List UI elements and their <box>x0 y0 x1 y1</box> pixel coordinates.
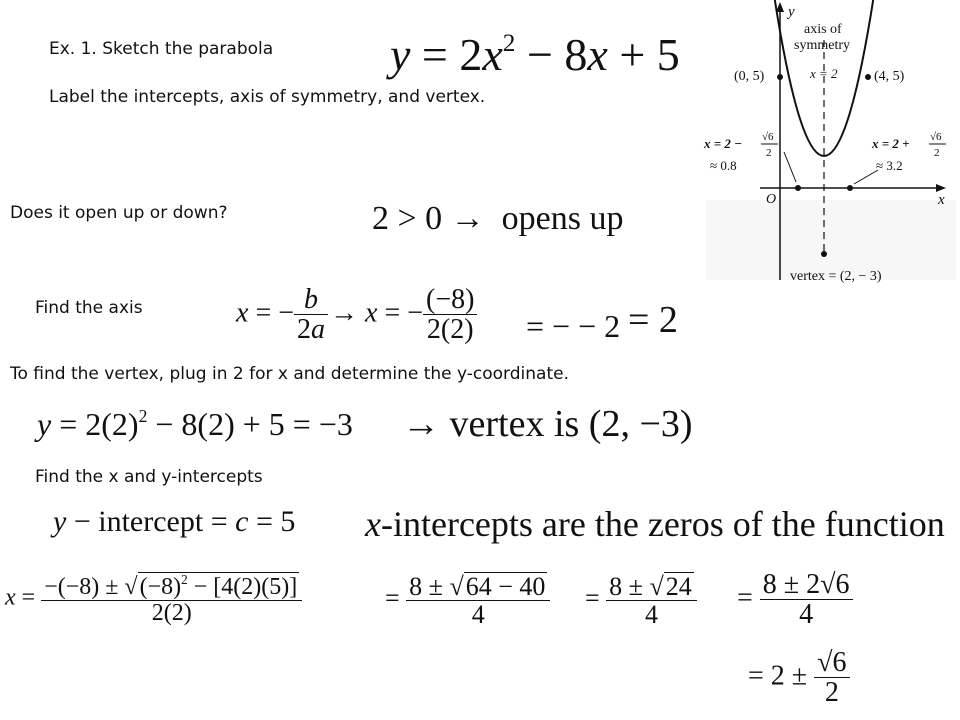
axis-intermediate: = − − 2 <box>526 308 621 344</box>
main-equation: $y = 2x^2 - 8x + 5$ <box>390 29 680 80</box>
right-root-frac-den: 2 <box>934 147 940 159</box>
x-axis-arrow <box>936 184 946 192</box>
example-title: Ex. 1. Sketch the parabola <box>49 39 274 59</box>
axis-formula: x = − $\frac{b}{2a}$ <box>236 285 328 345</box>
y-axis-label: y <box>788 4 795 20</box>
x-axis-label: x <box>938 192 945 208</box>
right-root-approx: ≈ 3.2 <box>876 158 903 173</box>
vertex-result: → vertex is (2, −3) <box>402 403 693 445</box>
left-root-label: x = 2 − <box>704 136 743 151</box>
question-vertex: To find the vertex, plug in 2 for x and determine the y-coordinate. <box>10 364 569 384</box>
left-root-frac-den: 2 <box>766 147 772 159</box>
parabola-graph <box>700 0 960 290</box>
vertex-point <box>821 251 827 257</box>
axis-result: = 2 <box>628 299 678 341</box>
right-root-arrow <box>854 170 878 184</box>
vertex-label: vertex = (2, − 3) <box>790 269 882 284</box>
point-right-label: (4, 5) <box>874 69 905 84</box>
vertex-calculation: $y = 2(2)^2 - 8(2) + 5 = -3$ <box>37 406 353 443</box>
right-root-frac-num: √6 <box>930 131 942 143</box>
axis-equation-label: x = 2 <box>810 66 838 81</box>
y-intercept: y − intercept = c = 5 <box>53 505 296 538</box>
quadratic-formula: x = $\frac{-(-8) \pm √(-8)^2 - [4(2)(5)]}{2(2)}$ <box>5 572 302 626</box>
left-root-point <box>795 185 801 191</box>
axis-substitution: → x = − $\frac{(-8)}{2(2)}$ <box>330 285 477 345</box>
x-intercepts-text: x-intercepts are the zeros of the function <box>365 504 945 544</box>
right-root-point <box>847 185 853 191</box>
step-4: = 2 ± $\frac{√6}{2}$ <box>748 648 850 708</box>
instructions: Label the intercepts, axis of symmetry, and vertex. <box>49 87 486 107</box>
step-3: = $\frac{8 \pm 2√6}{4}$ <box>737 570 853 630</box>
point-left-label: (0, 5) <box>734 69 765 84</box>
graph-scan-band <box>706 200 956 280</box>
question-open: Does it open up or down? <box>10 203 228 223</box>
axis-label-line1: axis of <box>804 22 842 37</box>
step-1: = $\frac{8 \pm √64 - 40}{4}$ <box>385 572 550 629</box>
right-root-label: x = 2 + <box>872 136 910 151</box>
point-4-5 <box>865 74 871 80</box>
question-intercepts: Find the x and y-intercepts <box>35 467 263 487</box>
axis-label-line2: symmetry <box>794 38 850 53</box>
point-0-5 <box>777 74 783 80</box>
left-root-arrow <box>784 152 796 182</box>
step-2: = $\frac{8 \pm √24}{4}$ <box>585 572 697 629</box>
left-root-approx: ≈ 0.8 <box>710 158 737 173</box>
origin-label: O <box>766 192 777 207</box>
question-axis: Find the axis <box>35 298 143 318</box>
left-root-frac-num: √6 <box>762 131 774 143</box>
opens-up-equation: 2 > 0 → opens up <box>372 200 624 237</box>
